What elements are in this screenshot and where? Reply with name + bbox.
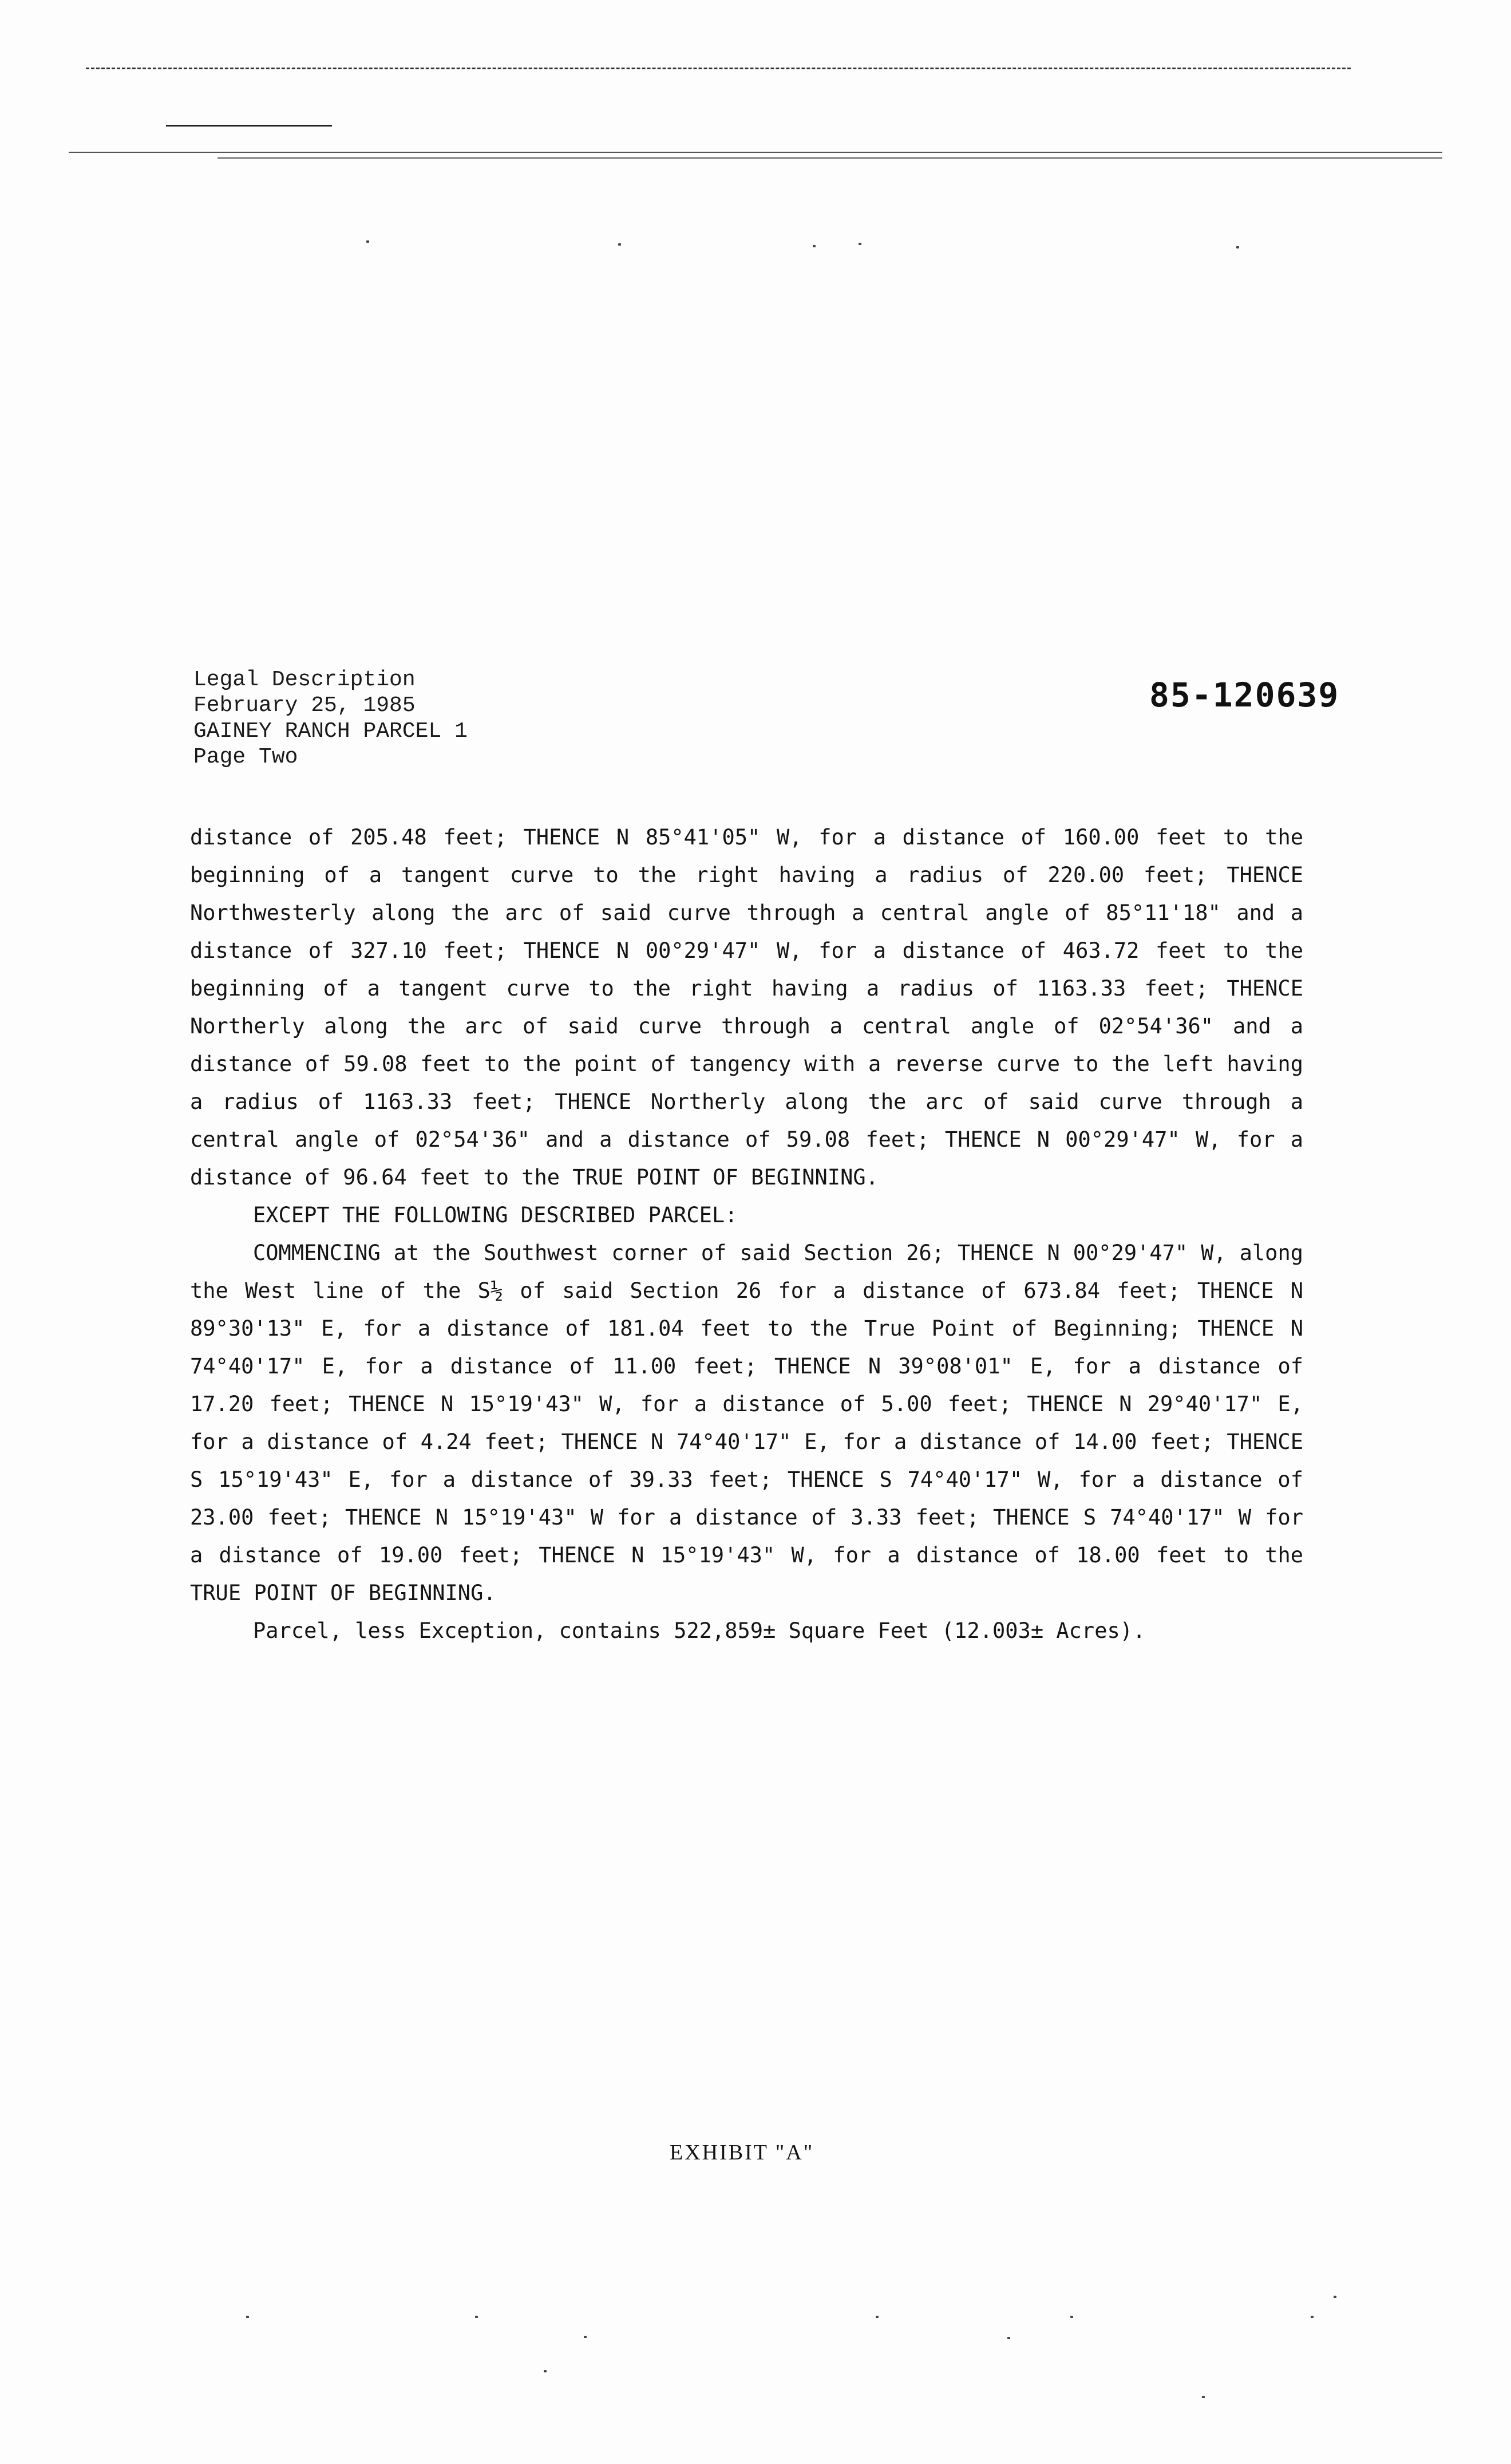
scan-speck <box>1334 2296 1336 2298</box>
scan-speck <box>584 2336 587 2338</box>
scan-speck <box>1311 2316 1314 2318</box>
paragraph-continued: distance of 205.48 feet; THENCE N 85°41'05" W, for a distance of 160.00 feet to the beginning of a tangent curve to the right having a radius of 220.00 feet; THENCE Northwesterly along the arc of said curve through a central angle of 85°11'18" and a distance of 327.10 feet; THENCE N 00°29'47" W, for a distance of 463.72 feet to the beginning of a tangent curve to the right having a radius of 1163.33 feet; THENCE Northerly along the arc of said curve through a central angle of 02°54'36" and a distance of 59.08 feet to the point of tangency with a reverse curve to the left having a radius of 1163.33 feet; THENCE Northerly along the arc of said curve through a central angle of 02°54'36" and a distance of 59.08 feet; THENCE N 00°29'47" W, for a distance of 96.64 feet to the TRUE POINT OF BEGINNING. <box>190 825 1303 1190</box>
header-page: Page Two <box>193 745 298 769</box>
scan-speck <box>246 2316 249 2318</box>
header-date: February 25, 1985 <box>193 693 416 718</box>
scan-speck <box>618 243 621 246</box>
scan-speck <box>1202 2396 1205 2398</box>
scan-speck <box>859 243 861 245</box>
paragraph-exception-description: COMMENCING at the Southwest corner of said Section 26; THENCE N 00°29'47" W, along the West line of the S½ of said Section 26 for a distance of 673.84 feet; THENCE N 89°30'13" E, for a distance of 181.04 feet to the True Point of Beginning; THENCE N 74°40'17" E, for a distance of 11.00 feet; THENCE N 39°08'01" E, for a distance of 17.20 feet; THENCE N 15°19'43" W, for a distance of 5.00 feet; THENCE N 29°40'17" E, for a distance of 4.24 feet; THENCE N 74°40'17" E, for a distance of 14.00 feet; THENCE S 15°19'43" E, for a distance of 39.33 feet; THENCE S 74°40'17" W, for a distance of 23.00 feet; THENCE N 15°19'43" W for a distance of 3.33 feet; THENCE S 74°40'17" W for a distance of 19.00 feet; THENCE N 15°19'43" W, for a distance of 18.00 feet to the TRUE POINT OF BEGINNING. <box>190 1241 1303 1605</box>
scan-upper-rule <box>69 152 1442 153</box>
scan-speck <box>813 245 816 247</box>
paragraph-area-summary: Parcel, less Exception, contains 522,859± Square Feet (12.003± Acres). <box>253 1618 1146 1643</box>
legal-description-body <box>190 819 1303 1650</box>
scan-speck <box>1070 2316 1073 2318</box>
header-title: Legal Description <box>193 668 416 692</box>
document-header <box>193 667 709 770</box>
scan-speck <box>1007 2337 1010 2339</box>
scan-short-rule <box>166 125 332 127</box>
scan-speck <box>544 2370 547 2372</box>
scan-upper-rule-2 <box>217 157 1442 159</box>
scan-top-rule <box>86 68 1351 69</box>
scan-speck <box>1236 246 1239 248</box>
exhibit-label: EXHIBIT "A" <box>670 2141 814 2165</box>
scan-speck <box>366 240 369 243</box>
recording-number: 85-120639 <box>1149 676 1340 714</box>
scan-speck <box>475 2316 478 2318</box>
paragraph-exception-heading: EXCEPT THE FOLLOWING DESCRIBED PARCEL: <box>253 1203 738 1227</box>
scan-speck <box>876 2316 879 2318</box>
header-parcel: GAINEY RANCH PARCEL 1 <box>193 719 468 744</box>
